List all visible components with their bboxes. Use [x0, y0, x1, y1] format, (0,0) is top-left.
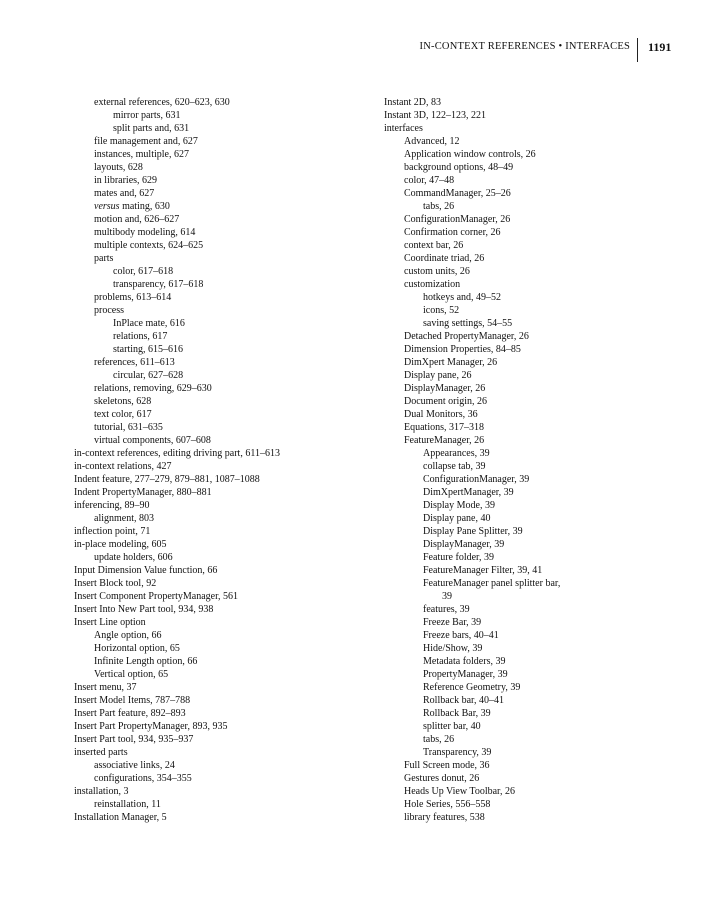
index-entry-text: virtual components, 607–608 [94, 435, 211, 446]
index-entry [74, 421, 359, 434]
index-entry-text: Hole Series, 556–558 [404, 799, 491, 810]
index-entry-text: reinstallation, 11 [94, 799, 161, 810]
index-entry-text: relations, removing, 629–630 [94, 383, 212, 394]
index-entry-text: references, 611–613 [94, 357, 175, 368]
index-entry [384, 122, 654, 135]
index-entry-text: features, 39 [423, 604, 470, 615]
index-entry [384, 681, 654, 694]
index-entry [384, 551, 654, 564]
index-entry-text: Rollback Bar, 39 [423, 708, 491, 719]
index-entry-text: CommandManager, 25–26 [404, 188, 511, 199]
index-entry-text: external references, 620–623, 630 [94, 97, 230, 108]
index-entry [384, 603, 654, 616]
index-entry [74, 629, 359, 642]
index-entry [384, 538, 654, 551]
index-entry-text: Heads Up View Toolbar, 26 [404, 786, 515, 797]
index-entry [384, 239, 654, 252]
index-entry [74, 668, 359, 681]
index-entry-text: mating, 630 [119, 201, 170, 212]
index-entry-text: Insert Block tool, 92 [74, 578, 157, 589]
index-entry-text: inflection point, 71 [74, 526, 151, 537]
index-entry [74, 395, 359, 408]
index-entry-text: update holders, 606 [94, 552, 173, 563]
index-entry [384, 408, 654, 421]
index-entry-text: motion and, 626–627 [94, 214, 180, 225]
index-entry-text: in libraries, 629 [94, 175, 158, 186]
index-entry [74, 291, 359, 304]
index-entry-text: tabs, 26 [423, 201, 455, 212]
index-entry [384, 343, 654, 356]
index-entry [384, 226, 654, 239]
index-entry-text: Full Screen mode, 36 [404, 760, 490, 771]
index-entry [74, 551, 359, 564]
index-entry-text: Appearances, 39 [423, 448, 490, 459]
index-entry [384, 434, 654, 447]
index-entry [384, 252, 654, 265]
index-entry [384, 616, 654, 629]
index-entry [74, 759, 359, 772]
index-entry-text: multiple contexts, 624–625 [94, 240, 204, 251]
index-entry-text: circular, 627–628 [113, 370, 184, 381]
index-entry-text: Input Dimension Value function, 66 [74, 565, 218, 576]
index-entry-text: DisplayManager, 39 [423, 539, 505, 550]
index-entry-text: Horizontal option, 65 [94, 643, 180, 654]
index-entry [384, 707, 654, 720]
index-column-right [384, 96, 654, 824]
index-entry [74, 369, 359, 382]
index-entry-text: context bar, 26 [404, 240, 464, 251]
index-entry [74, 733, 359, 746]
index-entry-text: process [94, 305, 124, 316]
index-entry-text: Metadata folders, 39 [423, 656, 506, 667]
index-entry [384, 499, 654, 512]
index-entry [384, 382, 654, 395]
index-entry [74, 187, 359, 200]
index-entry-text: Indent feature, 277–279, 879–881, 1087–1088 [74, 474, 260, 485]
index-entry [384, 330, 654, 343]
index-entry-text: inserted parts [74, 747, 128, 758]
index-entry [74, 694, 359, 707]
index-entry-text: Insert Model Items, 787–788 [74, 695, 191, 706]
section-title: IN-CONTEXT REFERENCES • INTERFACES [419, 41, 630, 52]
index-entry-text: alignment, 803 [94, 513, 154, 524]
index-entry [384, 746, 654, 759]
index-entry [384, 369, 654, 382]
index-entry [74, 226, 359, 239]
index-entry [74, 460, 359, 473]
index-entry [74, 499, 359, 512]
index-entry-text: problems, 613–614 [94, 292, 172, 303]
index-entry-text: DisplayManager, 26 [404, 383, 486, 394]
index-entry-text: instances, multiple, 627 [94, 149, 189, 160]
index-entry [74, 200, 359, 213]
index-entry-text: PropertyManager, 39 [423, 669, 508, 680]
index-entry-text: Insert menu, 37 [74, 682, 137, 693]
index-column-left [74, 96, 359, 824]
index-entry [384, 109, 654, 122]
index-entry [384, 304, 654, 317]
index-entry [74, 746, 359, 759]
index-entry [74, 785, 359, 798]
index-entry [74, 616, 359, 629]
index-entry-text: split parts and, 631 [113, 123, 190, 134]
running-head [0, 38, 717, 62]
index-entry-text: Infinite Length option, 66 [94, 656, 198, 667]
index-entry-text: 39 [442, 591, 452, 602]
index-entry-text: configurations, 354–355 [94, 773, 192, 784]
index-entry [74, 447, 359, 460]
index-entry-text: Angle option, 66 [94, 630, 162, 641]
index-entry-text: Insert Into New Part tool, 934, 938 [74, 604, 214, 615]
index-entry-text: Hide/Show, 39 [423, 643, 483, 654]
index-entry-text: Indent PropertyManager, 880–881 [74, 487, 212, 498]
index-entry [384, 668, 654, 681]
index-entry-text: Vertical option, 65 [94, 669, 169, 680]
index-entry [384, 772, 654, 785]
index-entry-text: FeatureManager, 26 [404, 435, 485, 446]
index-entry [384, 460, 654, 473]
index-entry-text: Confirmation corner, 26 [404, 227, 501, 238]
index-entry-text: Display pane, 40 [423, 513, 491, 524]
index-entry [384, 720, 654, 733]
index-entry-text: collapse tab, 39 [423, 461, 486, 472]
index-entry-text: FeatureManager panel splitter bar, [423, 578, 561, 589]
index-entry [74, 590, 359, 603]
index-entry [74, 720, 359, 733]
index-entry [384, 395, 654, 408]
index-entry [384, 148, 654, 161]
index-entry [74, 473, 359, 486]
index-entry-text: Gestures donut, 26 [404, 773, 480, 784]
index-entry-text: text color, 617 [94, 409, 152, 420]
index-entry [74, 135, 359, 148]
index-entry [74, 330, 359, 343]
index-entry [384, 200, 654, 213]
index-entry-text: starting, 615–616 [113, 344, 183, 355]
index-entry [384, 447, 654, 460]
index-entry-text: ConfigurationManager, 39 [423, 474, 530, 485]
index-entry-text: multibody modeling, 614 [94, 227, 196, 238]
index-entry [74, 96, 359, 109]
index-entry [384, 590, 654, 603]
index-entry [384, 161, 654, 174]
index-entry [384, 473, 654, 486]
index-entry [384, 135, 654, 148]
index-entry-text: Freeze Bar, 39 [423, 617, 482, 628]
index-entry-text: custom units, 26 [404, 266, 470, 277]
index-entry-text: color, 47–48 [404, 175, 455, 186]
index-entry [74, 278, 359, 291]
index-entry-text: Advanced, 12 [404, 136, 460, 147]
index-entry-text: mirror parts, 631 [113, 110, 181, 121]
index-entry-text: Display Pane Splitter, 39 [423, 526, 523, 537]
index-entry-text: Instant 3D, 122–123, 221 [384, 110, 486, 121]
index-entry [74, 681, 359, 694]
index-entry-text: in-context references, editing driving part, 611–613 [74, 448, 280, 459]
index-entry [74, 382, 359, 395]
index-entry-text: in-context relations, 427 [74, 461, 172, 472]
index-entry [384, 811, 654, 824]
index-entry-text: DimXpert Manager, 26 [404, 357, 498, 368]
index-entry-text: layouts, 628 [94, 162, 143, 173]
index-entry-text: interfaces [384, 123, 423, 134]
index-entry [74, 174, 359, 187]
index-entry [384, 785, 654, 798]
index-entry [74, 577, 359, 590]
index-entry [74, 265, 359, 278]
index-entry [74, 811, 359, 824]
index-entry-text: Application window controls, 26 [404, 149, 536, 160]
index-entry-text: splitter bar, 40 [423, 721, 481, 732]
index-entry [384, 265, 654, 278]
index-entry-text: library features, 538 [404, 812, 485, 823]
index-entry [384, 278, 654, 291]
index-entry [74, 642, 359, 655]
index-entry-text: InPlace mate, 616 [113, 318, 185, 329]
index-entry [74, 213, 359, 226]
index-entry [74, 148, 359, 161]
index-entry [74, 317, 359, 330]
index-entry-text: Transparency, 39 [423, 747, 492, 758]
index-entry [74, 525, 359, 538]
index-entry-text: background options, 48–49 [404, 162, 514, 173]
index-entry [74, 486, 359, 499]
index-entry-text: FeatureManager Filter, 39, 41 [423, 565, 543, 576]
index-entry [384, 486, 654, 499]
index-entry [74, 356, 359, 369]
index-entry [74, 161, 359, 174]
index-entry-text: Reference Geometry, 39 [423, 682, 521, 693]
index-entry-text: Instant 2D, 83 [384, 97, 441, 108]
index-entry [74, 304, 359, 317]
index-entry [384, 525, 654, 538]
index-entry-text: tabs, 26 [423, 734, 455, 745]
index-entry [384, 798, 654, 811]
index-entry [74, 538, 359, 551]
index-entry-text: Insert Part feature, 892–893 [74, 708, 186, 719]
index-entry [384, 317, 654, 330]
index-entry-text: Equations, 317–318 [404, 422, 484, 433]
index-entry-text: Detached PropertyManager, 26 [404, 331, 529, 342]
index-entry-text: Feature folder, 39 [423, 552, 494, 563]
index-entry-text: DimXpertManager, 39 [423, 487, 514, 498]
index-entry [384, 213, 654, 226]
index-entry [384, 356, 654, 369]
index-entry [74, 343, 359, 356]
index-entry-text: hotkeys and, 49–52 [423, 292, 502, 303]
index-entry-text: Dual Monitors, 36 [404, 409, 478, 420]
index-entry-text: associative links, 24 [94, 760, 175, 771]
index-entry [74, 512, 359, 525]
index-entry-text: Freeze bars, 40–41 [423, 630, 499, 641]
index-entry-text: color, 617–618 [113, 266, 174, 277]
index-entry [74, 798, 359, 811]
index-entry-text: mates and, 627 [94, 188, 155, 199]
index-entry [384, 694, 654, 707]
index-entry-text: Installation Manager, 5 [74, 812, 167, 823]
index-entry-italic: versus [94, 201, 120, 212]
index-entry [384, 291, 654, 304]
index-entry [384, 629, 654, 642]
index-entry [384, 512, 654, 525]
index-entry-text: parts [94, 253, 114, 264]
index-entry-text: Rollback bar, 40–41 [423, 695, 504, 706]
index-entry [384, 96, 654, 109]
index-entry [74, 603, 359, 616]
index-entry-text: Insert Part tool, 934, 935–937 [74, 734, 194, 745]
index-entry-text: Dimension Properties, 84–85 [404, 344, 521, 355]
index-entry-text: icons, 52 [423, 305, 460, 316]
index-entry-text: Document origin, 26 [404, 396, 488, 407]
index-entry-text: transparency, 617–618 [113, 279, 204, 290]
header-divider [637, 38, 638, 62]
index-entry-text: Display pane, 26 [404, 370, 472, 381]
index-entry-text: tutorial, 631–635 [94, 422, 163, 433]
index-entry [384, 564, 654, 577]
index-entry-text: customization [404, 279, 461, 290]
page-number: 1191 [648, 40, 672, 54]
index-entry-text: Insert Line option [74, 617, 146, 628]
index-entry-text: Insert Part PropertyManager, 893, 935 [74, 721, 228, 732]
index-entry-text: ConfigurationManager, 26 [404, 214, 511, 225]
index-entry-text: file management and, 627 [94, 136, 198, 147]
index-entry [384, 187, 654, 200]
index-entry-text: skeletons, 628 [94, 396, 152, 407]
index-entry-text: Insert Component PropertyManager, 561 [74, 591, 239, 602]
index-entry [74, 408, 359, 421]
index-entry [74, 252, 359, 265]
index-entry-text: inferencing, 89–90 [74, 500, 150, 511]
index-entry [74, 655, 359, 668]
index-entry [384, 421, 654, 434]
index-entry [384, 759, 654, 772]
index-entry [384, 577, 654, 590]
index-entry-text: relations, 617 [113, 331, 168, 342]
index-entry [74, 772, 359, 785]
index-entry [74, 564, 359, 577]
index-entry [74, 239, 359, 252]
index-entry-text: Coordinate triad, 26 [404, 253, 485, 264]
index-entry-text: installation, 3 [74, 786, 129, 797]
index-entry [384, 733, 654, 746]
index-entry-text: Display Mode, 39 [423, 500, 495, 511]
index-entry-text: saving settings, 54–55 [423, 318, 513, 329]
index-entry-text: in-place modeling, 605 [74, 539, 167, 550]
index-entry [74, 434, 359, 447]
index-entry [74, 707, 359, 720]
index-entry [384, 642, 654, 655]
index-entry [384, 655, 654, 668]
index-entry [74, 122, 359, 135]
index-entry [74, 109, 359, 122]
index-entry [384, 174, 654, 187]
